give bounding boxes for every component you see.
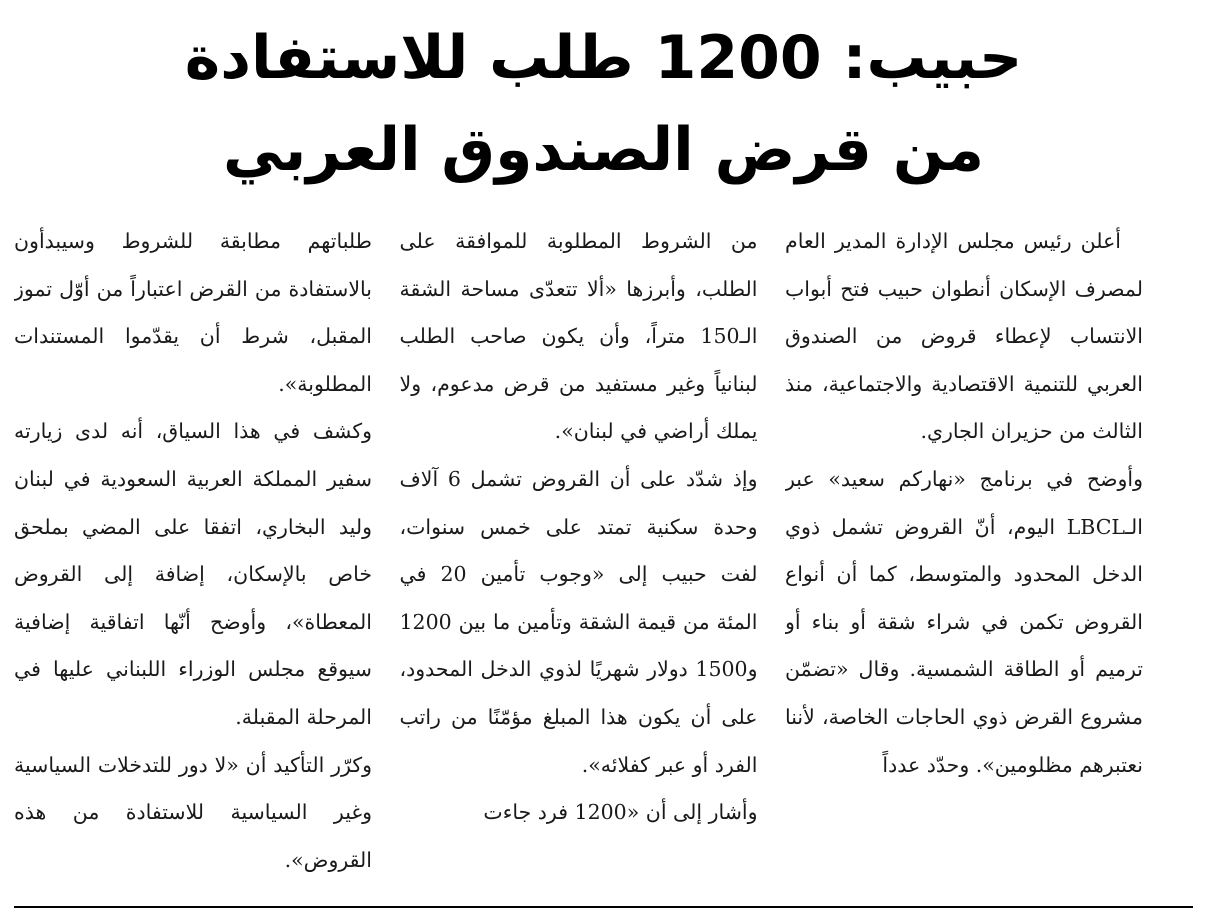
paragraph: وإذ شدّد على أن القروض تشمل 6 آلاف وحدة سكنية تمتد على خمس سنوات، لفت حبيب إلى «وجوب تأمين 20 في المئة من قيمة الشقة وتأمين ما بين 1200 و1500 دولار شهريًا لذوي الدخل المحدود، على أن يكون هذا المبلغ مؤمّنًا من راتب الفرد أو عبر كفلائه». [399, 466, 758, 777]
article-body [14, 218, 1143, 890]
article-column-2 [400, 218, 758, 890]
bottom-divider [14, 906, 1193, 908]
paragraph: وكشف في هذا السياق، أنه لدى زيارته سفير المملكة العربية السعودية في لبنان وليد البخاري، اتفقا على المضي بملحق خاص بالإسكان، إضافة إلى القروض المعطاة»، وأوضح أنّها اتفاقية إضافية سيوقع مجلس الوزراء اللبناني عليها في المرحلة المقبلة. [14, 419, 372, 729]
paragraph: وأوضح في برنامج «نهاركم سعيد» عبر الـLBCL اليوم، أنّ القروض تشمل ذوي الدخل المحدود والمتوسط، كما أن أنواع القروض تكمن في شراء شقة أو بناء أو ترميم أو الطاقة الشمسية. وقال «تضمّن مشروع القرض ذوي الحاجات الخاصة، لأننا نعتبرهم مظلومين». وحدّد عدداً [785, 466, 1143, 777]
article-column-3 [14, 218, 372, 890]
headline-line-1: حبيب: 1200 طلب للاستفادة [184, 23, 1023, 93]
article-headline [20, 12, 1187, 196]
paragraph: وأشار إلى أن «1200 فرد جاءت [483, 800, 758, 825]
headline-line-2: من قرض الصندوق العربي [223, 115, 984, 185]
paragraph: وكرّر التأكيد أن «لا دور للتدخلات السياسية وغير السياسية للاستفادة من هذه القروض». [14, 752, 372, 872]
paragraph: طلباتهم مطابقة للشروط وسيبدأون بالاستفادة من القرض اعتباراً من أوّل تموز المقبل، شرط أن يقدّموا المستندات المطلوبة». [14, 229, 372, 396]
paragraph: من الشروط المطلوبة للموافقة على الطلب، وأبرزها «ألا تتعدّى مساحة الشقة الـ150 متراً، وأن يكون صاحب الطلب لبنانياً وغير مستفيد من قرض مدعوم، ولا يملك أراضي في لبنان». [399, 229, 758, 444]
article-column-1 [785, 218, 1143, 890]
paragraph: أعلن رئيس مجلس الإدارة المدير العام لمصرف الإسكان أنطوان حبيب فتح أبواب الانتساب لإعطاء قروض من الصندوق العربي للتنمية الاقتصادية والاجتماعية، منذ الثالث من حزيران الجاري. [785, 229, 1143, 444]
